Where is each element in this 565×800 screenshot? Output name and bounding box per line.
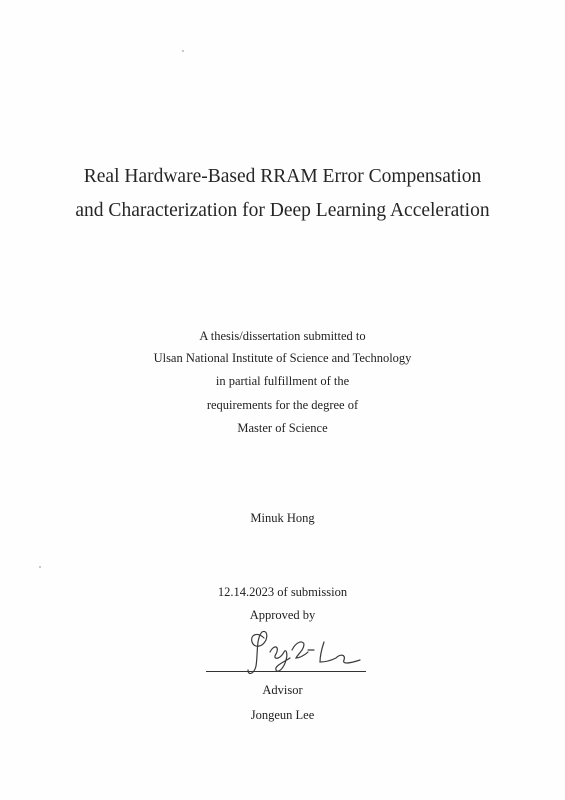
degree-name: Master of Science bbox=[237, 421, 328, 435]
author-name: Minuk Hong bbox=[250, 511, 315, 525]
submission-statement-line: requirements for the degree of bbox=[206, 398, 359, 412]
signature-line bbox=[206, 671, 366, 672]
submission-date: 12.14.2023 of submission bbox=[217, 585, 348, 599]
submission-statement-line: in partial fulfillment of the bbox=[215, 374, 350, 388]
advisor-role-label: Advisor bbox=[262, 683, 303, 697]
thesis-title-line-2: and Characterization for Deep Learning Acceleration bbox=[75, 200, 490, 221]
scan-speck bbox=[182, 50, 184, 52]
approved-by-label: Approved by bbox=[249, 608, 316, 622]
institution-name: Ulsan National Institute of Science and Technology bbox=[153, 351, 412, 365]
advisor-name: Jongeun Lee bbox=[250, 708, 315, 722]
scan-speck bbox=[39, 566, 41, 568]
submission-statement-line: A thesis/dissertation submitted to bbox=[199, 329, 366, 343]
thesis-title-line-1: Real Hardware-Based RRAM Error Compensation bbox=[83, 166, 482, 187]
